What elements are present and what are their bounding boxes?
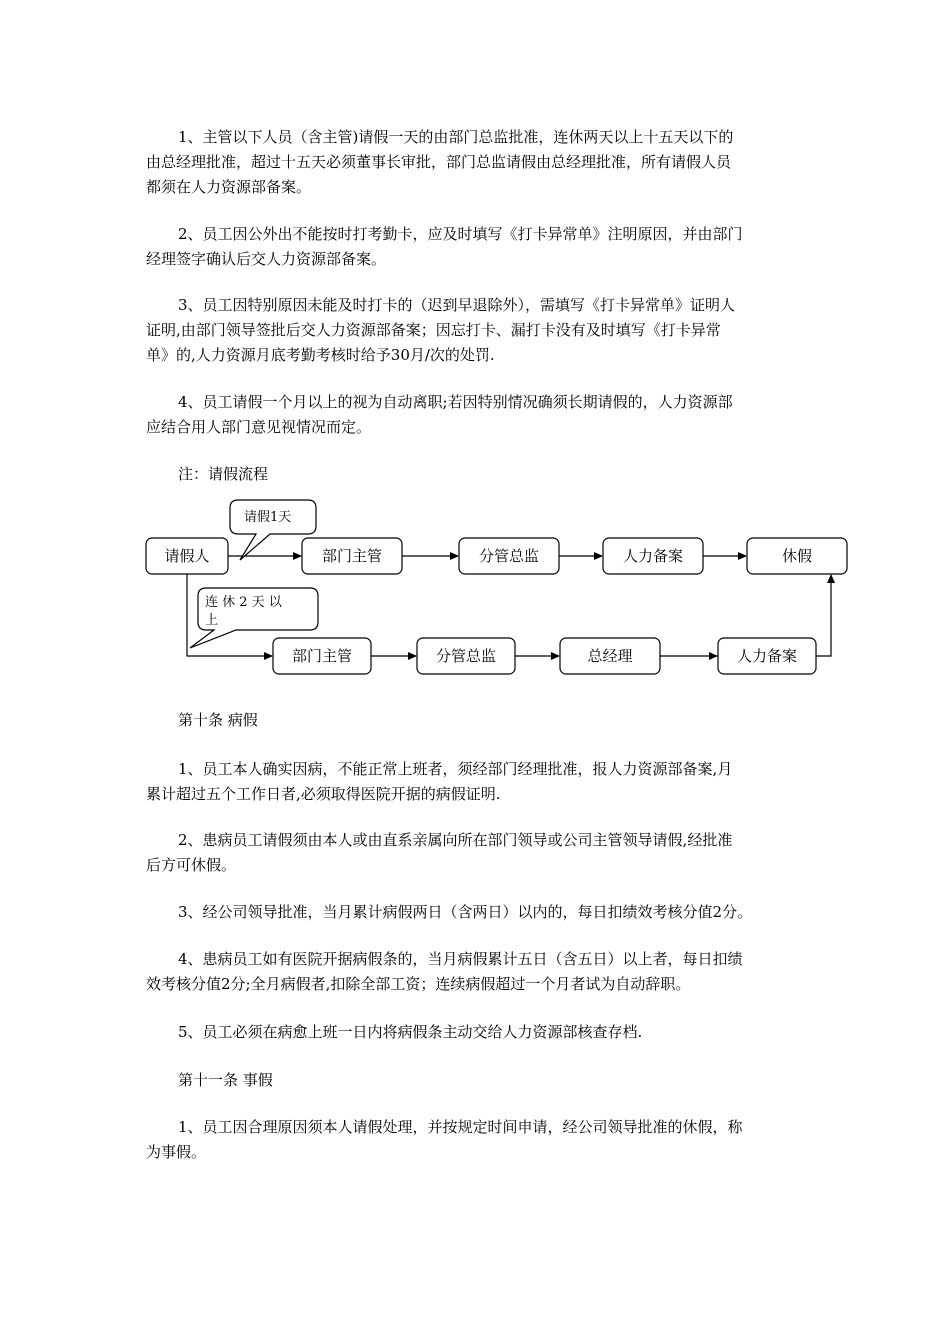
flow-arrow-merge — [816, 575, 831, 656]
callout-one-day-text: 请假1天 — [244, 510, 292, 525]
flow-label-bottom-1: 部门主管 — [291, 647, 353, 665]
text-line: 由总经理批准，超过十五天必须董事长审批，部门总监请假由总经理批准，所有请假人员 — [146, 153, 732, 171]
callout-one-day — [230, 500, 316, 560]
flow-label-top-4: 休假 — [781, 547, 813, 565]
sick-leave-paragraph-5 — [146, 1020, 816, 1045]
text-line: 应结合用人部门意见视情况而定。 — [146, 418, 372, 436]
personal-leave-paragraph-1 — [146, 1115, 816, 1165]
flow-label-top-2: 分管总监 — [478, 547, 540, 565]
flow-label-bottom-2: 分管总监 — [435, 647, 497, 665]
flow-label-bottom-3: 总经理 — [587, 647, 633, 665]
flow-label-top-3: 人力备案 — [622, 547, 684, 565]
text-line: 都须在人力资源部备案。 — [146, 178, 312, 196]
flow-note: 注：请假流程 — [178, 465, 269, 483]
sick-leave-paragraph-1 — [146, 757, 816, 807]
text-line: 证明,由部门领导签批后交人力资源部备案；因忘打卡、漏打卡没有及时填写《打卡异常 — [146, 321, 721, 339]
text-line: 经理签字确认后交人力资源部备案。 — [146, 250, 387, 268]
text-line: 效考核分值2分;全月病假者,扣除全部工资；连续病假超过一个月者试为自动辞职。 — [146, 975, 691, 993]
text-line: 3、员工因特别原因未能及时打卡的（迟到早退除外），需填写《打卡异常单》证明人 — [178, 296, 736, 314]
callout-multi-day-text-2: 上 — [205, 613, 219, 628]
text-line: 5、员工必须在病愈上班一日内将病假条主动交给人力资源部核查存档. — [178, 1023, 643, 1041]
text-line: 1、员工因合理原因须本人请假处理，并按规定时间申请，经公司领导批准的休假，称 — [178, 1118, 743, 1136]
callout-multi-day-text-1: 连 休 2 天 以 — [205, 595, 282, 610]
text-line: 为事假。 — [146, 1143, 207, 1161]
text-line: 2、员工因公外出不能按时打考勤卡，应及时填写《打卡异常单》注明原因，并由部门 — [178, 225, 743, 243]
text-line: 单》的,人力资源月底考勤考核时给予30月/次的处罚. — [146, 346, 495, 364]
flow-label-top-1: 部门主管 — [321, 547, 383, 565]
sick-leave-paragraph-4 — [146, 947, 816, 997]
text-line: 4、员工请假一个月以上的视为自动离职;若因特别情况确须长期请假的，人力资源部 — [178, 393, 733, 411]
text-line: 累计超过五个工作日者,必须取得医院开据的病假证明. — [146, 785, 501, 803]
text-line: 1、员工本人确实因病，不能正常上班者，须经部门经理批准，报人力资源部备案,月 — [178, 760, 733, 778]
text-line: 3、经公司领导批准，当月累计病假两日（含两日）以内的，每日扣绩效考核分值2分。 — [178, 903, 753, 921]
text-line: 2、患病员工请假须由本人或由直系亲属向所在部门领导或公司主管领导请假,经批准 — [178, 831, 733, 849]
flow-label-bottom-4: 人力备案 — [736, 647, 798, 665]
text-line: 1、主管以下人员（含主管)请假一天的由部门总监批准，连休两天以上十五天以下的 — [178, 128, 734, 146]
text-line: 4、患病员工如有医院开据病假条的，当月病假累计五日（含五日）以上者，每日扣绩 — [178, 950, 743, 968]
section-11-title: 第十一条 事假 — [178, 1071, 273, 1089]
section-10-title: 第十条 病假 — [178, 711, 258, 729]
text-line: 后方可休假。 — [146, 856, 237, 874]
sick-leave-paragraph-3 — [146, 900, 816, 925]
flow-label-start: 请假人 — [164, 547, 210, 565]
sick-leave-paragraph-2 — [146, 828, 816, 878]
